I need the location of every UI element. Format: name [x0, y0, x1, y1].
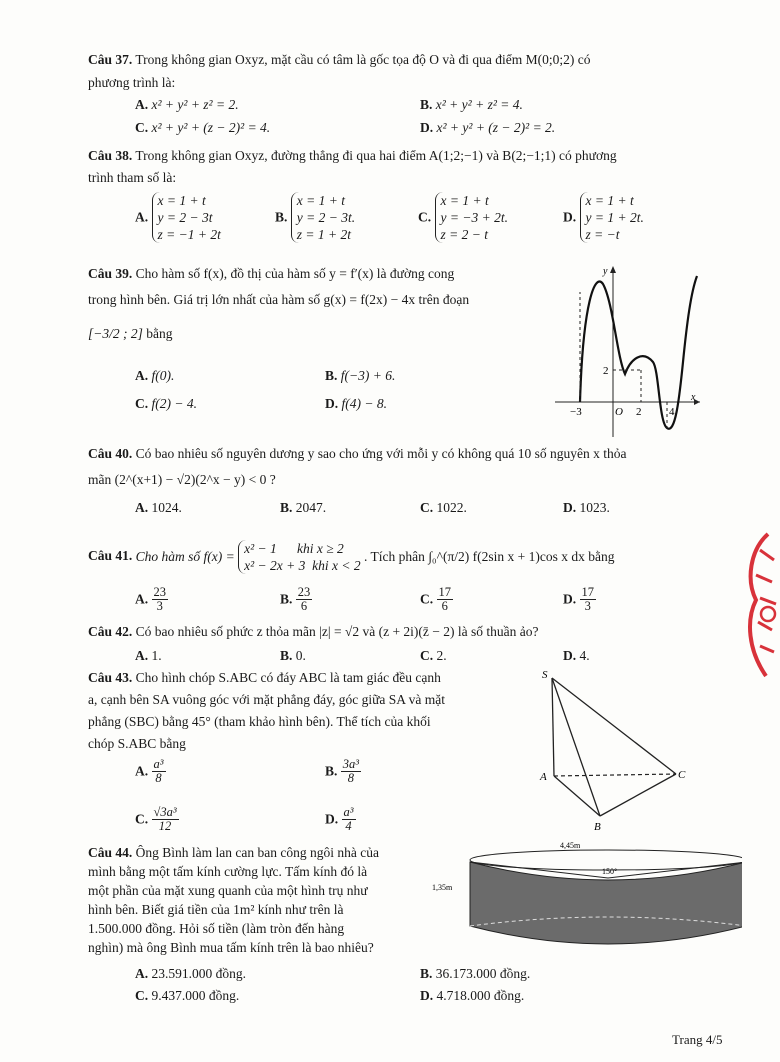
q39-option-c: C. f(2) − 4.	[135, 396, 197, 411]
edge-sc	[552, 678, 676, 774]
q44-text2: mình bằng một tấm kính cường lực. Tấm kính đó là	[88, 864, 368, 879]
q43-line1: Câu 43. Cho hình chóp S.ABC có đáy ABC là tam giác đều cạnh	[88, 670, 441, 685]
graph-y-arrow	[610, 266, 616, 273]
q39-option-a: A. f(0).	[135, 368, 175, 383]
q38-line1: Câu 38. Trong không gian Oxyz, đường thẳng đi qua hai điểm A(1;2;−1) và B(2;−1;1) có phương	[88, 148, 617, 163]
q44-option-d: D. 4.718.000 đồng.	[420, 988, 525, 1003]
red-stamp-seal	[738, 530, 780, 680]
graph-ytick-2: 2	[603, 365, 609, 377]
q40-option-a: A. 1024.	[135, 500, 182, 515]
graph-tick-m3: −3	[570, 406, 582, 418]
fig-height-label: 1,35m	[432, 883, 453, 892]
fig-width-label: 4,45m	[560, 841, 581, 850]
edge-ac	[554, 774, 676, 776]
q43-text3: phẳng (SBC) bằng 45° (tham khảo hình bên). Thể tích của khối	[88, 714, 431, 729]
q41-line1: Câu 41. Cho hàm số f(x) = x² − 1 khi x ≥ 2 x² − 2x + 3 khi x < 2 . Tích phân ∫₀^(π/2) f(2sin x + 1)cos x dx bằng	[88, 541, 615, 573]
q39-derivative-graph	[555, 262, 705, 442]
q43-pyramid-figure	[538, 668, 698, 840]
q38-option-d: D. x = 1 + t y = 1 + 2t. z = −t	[563, 193, 644, 242]
fig-angle-label: 150°	[602, 867, 618, 876]
q42-option-c: C. 2.	[420, 648, 447, 663]
label-c: C	[678, 769, 686, 781]
q39-line1: Câu 39. Cho hàm số f(x), đồ thị của hàm số y = f′(x) là đường cong	[88, 266, 455, 281]
q42-option-d: D. 4.	[563, 648, 590, 663]
q41-option-a: A. $\frac{23}{3}$	[135, 585, 166, 614]
q39-option-d: D. f(4) − 8.	[325, 396, 387, 411]
edge-bc	[600, 774, 676, 816]
q37-line1	[88, 52, 590, 68]
q42-line1: Câu 42. Có bao nhiêu số phức z thỏa mãn |z| = √2 và (z + 2i)(z̄ − 2) là số thuần ảo?	[88, 624, 539, 639]
q38-option-a: A. x = 1 + t y = 2 − 3t z = −1 + 2t	[135, 193, 221, 242]
q38-option-b: B. x = 1 + t y = 2 − 3t. z = 1 + 2t	[275, 193, 356, 242]
q43-option-b: B. $\frac{\text{3a³}}{8}$	[325, 757, 360, 786]
q37-option-d: D. x² + y² + (z − 2)² = 2.	[420, 120, 556, 135]
q37-label: Câu 37.	[88, 52, 133, 67]
graph-tick-4: 4	[669, 406, 675, 418]
q39-option-b: B. f(−3) + 6.	[325, 368, 396, 383]
q39-line3: [−3/2 ; 2] bằng	[88, 326, 173, 341]
q40-option-c: C. 1022.	[420, 500, 467, 515]
edge-sa	[552, 678, 554, 776]
q40-text2: mãn (2^(x+1) − √2)(2^x − y) < 0 ?	[88, 472, 276, 487]
q37-option-b: B. x² + y² + z² = 4.	[420, 97, 523, 112]
label-s: S	[542, 669, 548, 681]
q37-text2: phương trình là:	[88, 75, 176, 90]
graph-tick-2: 2	[636, 406, 642, 418]
q38-text2: trình tham số là:	[88, 170, 177, 185]
q43-option-d: D. $\frac{\text{a³}}{4}$	[325, 805, 354, 834]
q44-text3: một phần của mặt xung quanh của một hình trụ như	[88, 883, 368, 898]
page-number: Trang 4/5	[672, 1032, 723, 1047]
label-b: B	[594, 821, 601, 833]
q40-line1: Câu 40. Có bao nhiêu số nguyên dương y sao cho ứng với mỗi y có không quá 10 số nguyên x thỏa	[88, 446, 627, 461]
q41-option-d: D. $\frac{17}{3}$	[563, 585, 594, 614]
q42-option-b: B. 0.	[280, 648, 306, 663]
q42-option-a: A. 1.	[135, 648, 162, 663]
q44-text5: 1.500.000 đồng. Hỏi số tiền (làm tròn đến hàng	[88, 921, 345, 936]
q40-option-d: D. 1023.	[563, 500, 610, 515]
q44-text4: hình bên. Biết giá tiền của 1m² kính như trên là	[88, 902, 344, 917]
q43-text4: chóp S.ABC bằng	[88, 736, 186, 751]
graph-origin: O	[615, 406, 623, 418]
q40-option-b: B. 2047.	[280, 500, 327, 515]
q43-option-a: A. $\frac{\text{a³}}{8}$	[135, 757, 164, 786]
q44-option-b: B. 36.173.000 đồng.	[420, 966, 531, 981]
q37-option-a: A. x² + y² + z² = 2.	[135, 97, 239, 112]
q43-text2: a, cạnh bên SA vuông góc với mặt phẳng đáy, góc giữa SA và mặt	[88, 692, 446, 707]
graph-x-label: x	[691, 392, 696, 403]
q41-option-c: C. $\frac{17}{6}$	[420, 585, 451, 614]
q43-option-c: C. $\frac{\text{√3a³}}{12}$	[135, 805, 177, 834]
q44-glass-figure	[432, 838, 742, 963]
graph-y-label: y	[603, 266, 608, 277]
q44-text6: nghìn) mà ông Bình mua tấm kính trên là bao nhiêu?	[88, 940, 374, 955]
q37-text1: Trong không gian Oxyz, mặt cầu có tâm là gốc tọa độ O và đi qua điểm M(0;0;2) có	[135, 52, 591, 67]
q44-line1: Câu 44. Ông Bình làm lan can ban công ngôi nhà của	[88, 845, 379, 860]
q39-text2: trong hình bên. Giá trị lớn nhất của hàm số g(x) = f(2x) − 4x trên đoạn	[88, 292, 470, 307]
q38-option-c: C. x = 1 + t y = −3 + 2t. z = 2 − t	[418, 193, 508, 242]
q37-option-c: C. x² + y² + (z − 2)² = 4.	[135, 120, 271, 135]
q44-option-c: C. 9.437.000 đồng.	[135, 988, 240, 1003]
q44-option-a: A. 23.591.000 đồng.	[135, 966, 246, 981]
label-a: A	[540, 771, 547, 783]
q41-option-b: B. $\frac{23}{6}$	[280, 585, 311, 614]
